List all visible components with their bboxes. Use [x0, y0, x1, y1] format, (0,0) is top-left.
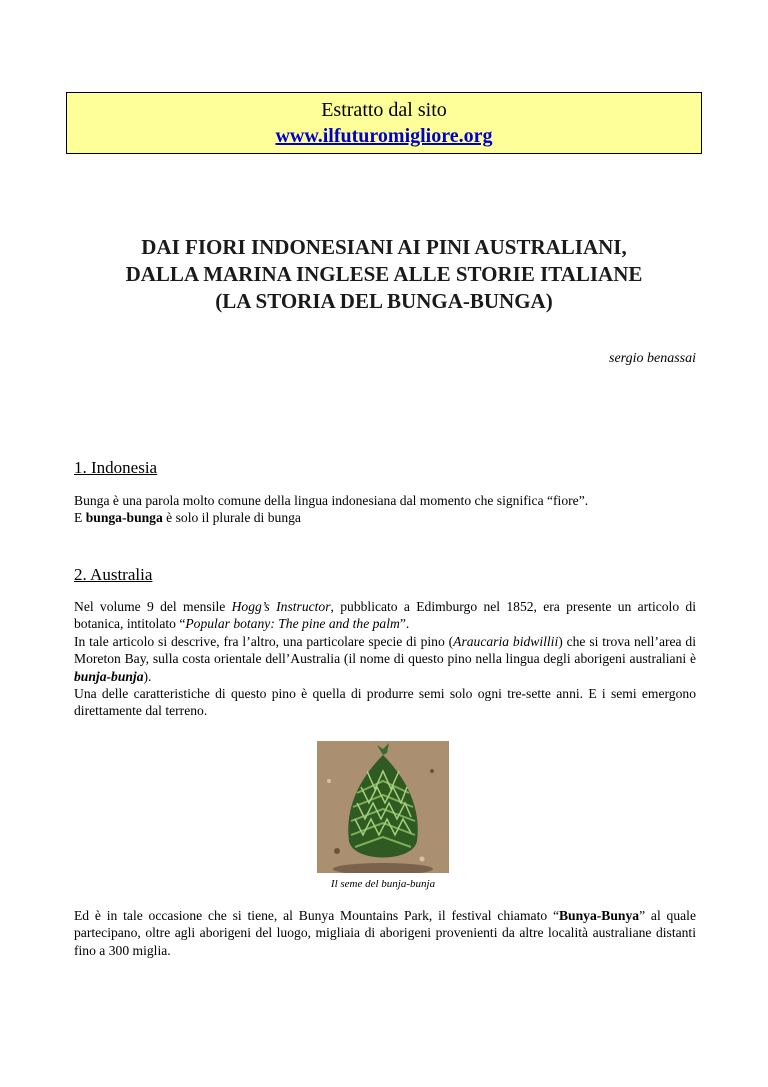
text-run: , pubblicato a Edimburgo nel 1852, era presente un articolo di botanica, intitolato “	[74, 599, 696, 632]
title-line-3: (LA STORIA DEL BUNGA-BUNGA)	[215, 289, 553, 313]
source-box	[66, 92, 702, 154]
paragraph	[74, 633, 696, 685]
paragraph	[74, 598, 696, 633]
text-run: è solo il plurale di bunga	[162, 510, 301, 526]
text-run: E	[74, 510, 86, 526]
pine-seed-illustration	[317, 741, 449, 873]
section-heading-australia: 2. Australia	[74, 565, 153, 584]
paragraph: Una delle caratteristiche di questo pino è quella di produrre semi solo ogni tre-sette anni. E i semi emergono direttamente dal terreno.	[74, 686, 696, 719]
italic-title: Popular botany: The pine and the palm	[185, 616, 400, 632]
text-run: Nel volume 9 del mensile	[74, 599, 232, 614]
site-link[interactable]: www.ilfuturomigliore.org	[275, 125, 493, 147]
paragraph-indonesia	[74, 492, 696, 527]
paragraph	[74, 907, 696, 959]
paragraph-festival	[74, 907, 696, 959]
text-run: ” al quale partecipano, oltre agli aborigeni del luogo, migliaia di aborigeni provenienti da altre località australiane distanti fino a 300 miglia.	[74, 908, 696, 958]
document-title	[66, 234, 702, 315]
source-label: Estratto dal sito	[321, 99, 447, 121]
title-line-1: DAI FIORI INDONESIANI AI PINI AUSTRALIANI,	[141, 235, 627, 259]
text-run: ”.	[399, 616, 410, 632]
text-run: ).	[143, 668, 152, 684]
title-line-2: DALLA MARINA INGLESE ALLE STORIE ITALIANE	[125, 262, 643, 286]
pine-seed-photo	[317, 741, 449, 873]
text-run: Ed è in tale occasione che si tiene, al Bunya Mountains Park, il festival chiamato “	[74, 908, 559, 923]
bold-term: Bunya-Bunya	[558, 908, 640, 923]
paragraph-australia	[74, 598, 696, 720]
bold-term: bunga-bunga	[85, 510, 163, 526]
paragraph-line: Bunga è una parola molto comune della lingua indonesiana dal momento che significa “fiore”.	[74, 493, 589, 508]
text-run: ) che si trova nell’area di Moreton Bay, sulla costa orientale dell’Australia (il nome di questo pino nella lingua degli aborigeni australiani è	[74, 633, 696, 667]
author-name: sergio benassai	[609, 351, 696, 366]
text-run: In tale articolo si descrive, fra l’altro, una particolare specie di pino (	[74, 633, 454, 649]
section-heading-indonesia: 1. Indonesia	[74, 458, 158, 477]
image-caption: Il seme del bunja-bunja	[330, 878, 436, 890]
italic-species: Araucaria bidwillii	[453, 633, 559, 649]
bold-italic-term: bunja-bunja	[74, 668, 144, 684]
paragraph-line	[74, 509, 696, 526]
italic-title: Hogg’s Instructor	[231, 599, 331, 614]
